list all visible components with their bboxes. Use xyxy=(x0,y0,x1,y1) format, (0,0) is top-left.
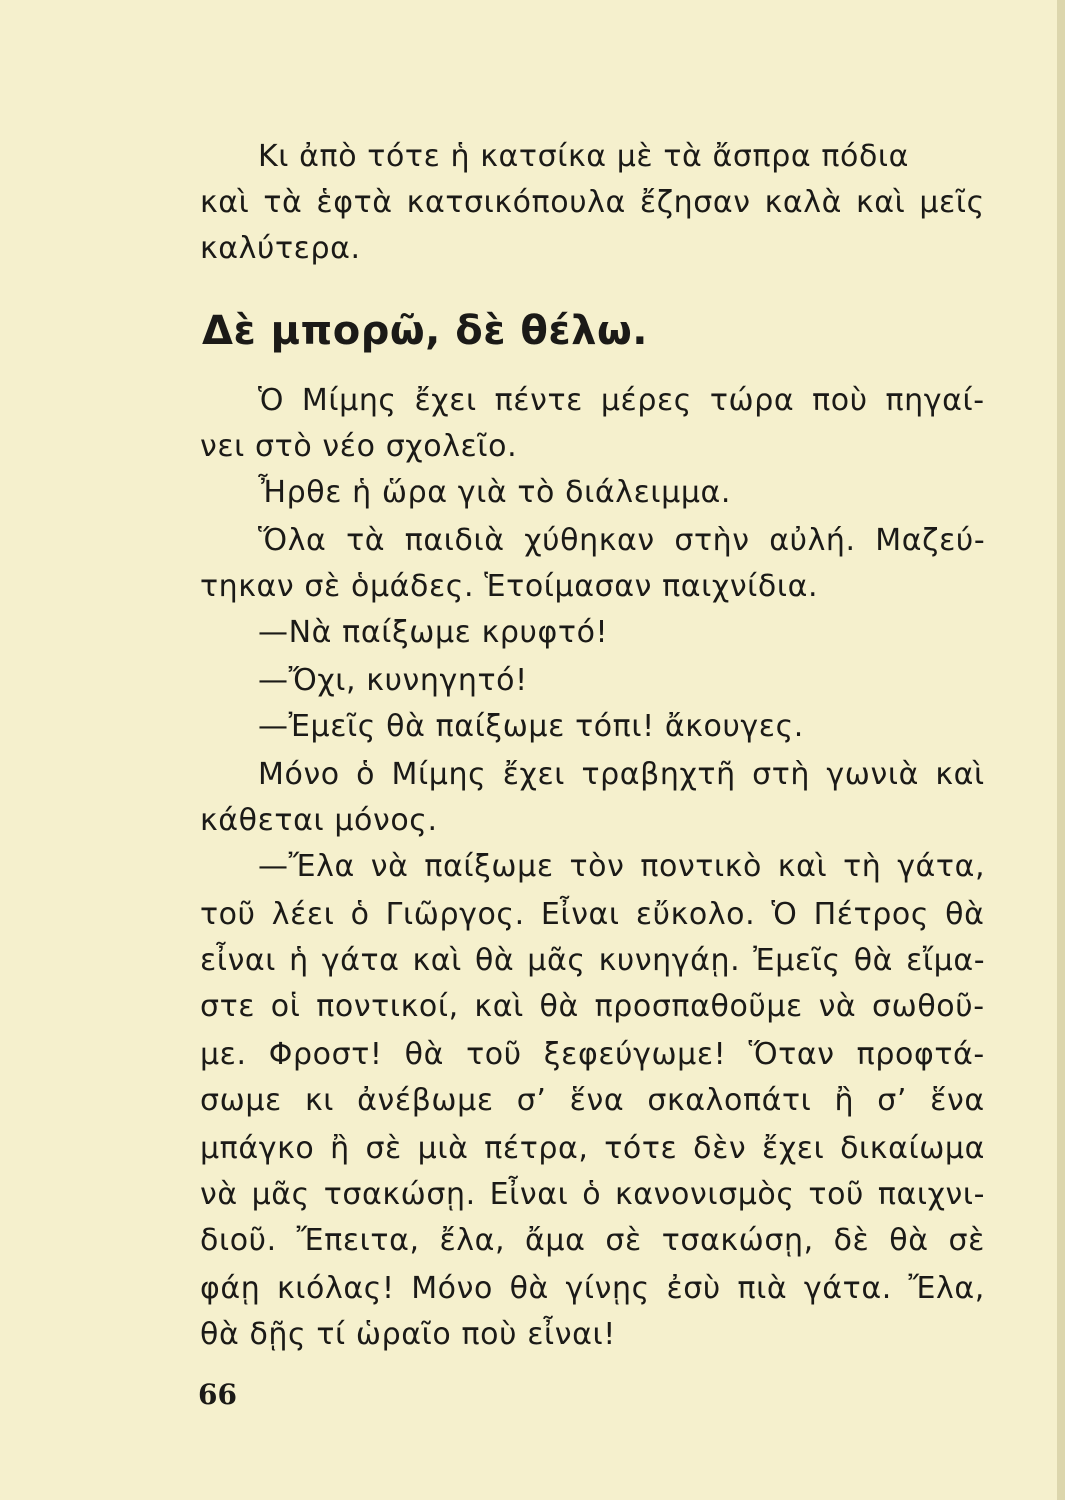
text-line: —Ἐμεῖς θὰ παίξωμε τόπι! ἄκουγες. xyxy=(258,709,804,744)
text-line: —Ἔλα νὰ παίξωμε τὸν ποντικὸ καὶ τὴ γάτα, xyxy=(258,849,986,884)
text-line: νὰ μᾶς τσακώσῃ. Εἶναι ὁ κανονισμὸς τοῦ παιχνι- xyxy=(200,1177,986,1212)
text-line: Ἦρθε ἡ ὥρα γιὰ τὸ διάλειμμα. xyxy=(258,475,732,510)
text-line: μπάγκο ἢ σὲ μιὰ πέτρα, τότε δὲν ἔχει δικαίωμα xyxy=(200,1131,985,1166)
text-line: σωμε κι ἀνέβωμε σ’ ἕνα σκαλοπάτι ἢ σ’ ἕνα xyxy=(200,1083,985,1118)
text-line: φάῃ κιόλας! Μόνο θὰ γίνῃς ἐσὺ πιὰ γάτα. Ἔλα, xyxy=(200,1271,985,1306)
text-line: —Ὄχι, κυνηγητό! xyxy=(258,663,528,698)
text-line: εἶναι ἡ γάτα καὶ θὰ μᾶς κυνηγάῃ. Ἐμεῖς θὰ εἴμα- xyxy=(200,943,986,978)
text-line: στε οἱ ποντικοί, καὶ θὰ προσπαθοῦμε νὰ σωθοῦ- xyxy=(200,989,985,1024)
text-line: Κι ἀπὸ τότε ἡ κατσίκα μὲ τὰ ἄσπρα πόδια xyxy=(258,139,910,174)
text-line: τηκαν σὲ ὁμάδες. Ἑτοίμασαν παιχνίδια. xyxy=(200,569,819,604)
section-heading: Δὲ μπορῶ, δὲ θέλω. xyxy=(202,308,648,354)
text-line: Μόνο ὁ Μίμης ἔχει τραβηχτῆ στὴ γωνιὰ καὶ xyxy=(258,757,985,792)
text-line: —Νὰ παίξωμε κρυφτό! xyxy=(258,615,609,650)
text-line: Ὅλα τὰ παιδιὰ χύθηκαν στὴν αὐλή. Μαζεύ- xyxy=(258,523,986,558)
text-line: καὶ τὰ ἑφτὰ κατσικόπουλα ἔζησαν καλὰ καὶ μεῖς xyxy=(200,185,985,220)
text-line: θὰ δῇς τί ὡραῖο ποὺ εἶναι! xyxy=(200,1317,616,1352)
page-number: 66 xyxy=(198,1378,237,1411)
text-line: με. Φροστ! θὰ τοῦ ξεφεύγωμε! Ὅταν προφτά- xyxy=(200,1037,985,1072)
text-line: νει στὸ νέο σχολεῖο. xyxy=(200,429,518,464)
text-line: καλύτερα. xyxy=(200,231,361,266)
text-line: Ὁ Μίμης ἔχει πέντε μέρες τώρα ποὺ πηγαί- xyxy=(258,383,985,418)
text-line: τοῦ λέει ὁ Γιῶργος. Εἶναι εὔκολο. Ὁ Πέτρος θὰ xyxy=(200,897,985,932)
page-edge xyxy=(1057,0,1065,1500)
text-line: κάθεται μόνος. xyxy=(200,803,438,838)
text-line: διοῦ. Ἔπειτα, ἔλα, ἄμα σὲ τσακώσῃ, δὲ θὰ σὲ xyxy=(200,1223,985,1258)
